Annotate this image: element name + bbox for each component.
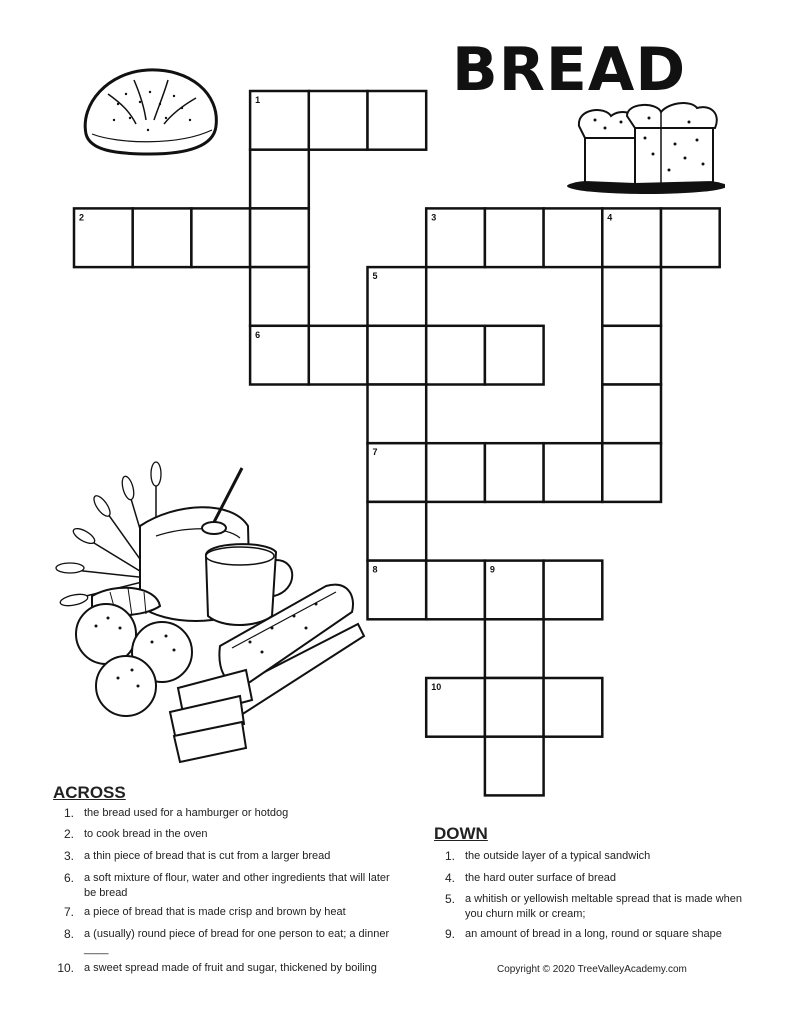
- grid-number: 6: [255, 329, 261, 340]
- grid-number: 7: [372, 447, 378, 458]
- across-heading: ACROSS: [53, 783, 126, 802]
- grid-number: 10: [431, 682, 442, 692]
- grid-cell[interactable]: [426, 443, 485, 502]
- clue-text: the bread used for a hamburger or hotdog: [84, 807, 289, 819]
- page-title: BREAD: [452, 35, 687, 105]
- grid-cell[interactable]: [191, 208, 250, 267]
- sliced-loaf-illustration: [565, 98, 725, 196]
- grid-cell[interactable]: [485, 208, 544, 267]
- grid-cell[interactable]: [485, 737, 544, 796]
- down-heading: DOWN: [434, 824, 488, 843]
- grid-cell[interactable]: [309, 91, 368, 150]
- grid-cell[interactable]: [250, 267, 309, 326]
- grid-cell[interactable]: [602, 385, 661, 444]
- grid-number: 9: [489, 564, 495, 575]
- grid-cell[interactable]: [544, 443, 603, 502]
- grid-cell[interactable]: [485, 443, 544, 502]
- round-bread-illustration: [78, 64, 224, 158]
- grid-cell[interactable]: [602, 443, 661, 502]
- clue-number: 1.: [444, 849, 455, 863]
- grid-number: 4: [607, 212, 613, 223]
- grid-number: 8: [372, 564, 378, 575]
- grid-cell[interactable]: [133, 208, 192, 267]
- grid-cell[interactable]: [544, 561, 603, 620]
- grid-cell[interactable]: [544, 208, 603, 267]
- clue-number: 1.: [63, 806, 74, 820]
- clue-number: 3.: [63, 849, 74, 863]
- clue-text: a thin piece of bread that is cut from a larger bread: [84, 850, 331, 862]
- grid-cell[interactable]: [426, 561, 485, 620]
- clue-number: 2.: [63, 827, 74, 841]
- grid-cell[interactable]: [368, 91, 427, 150]
- clue-number: 10.: [57, 961, 74, 975]
- grid-cell[interactable]: [368, 385, 427, 444]
- grid-cell[interactable]: [602, 326, 661, 385]
- clue-number: 5.: [444, 892, 455, 906]
- clue-text: a soft mixture of flour, water and other ingredients that will later be bread: [84, 872, 390, 899]
- grid-cell[interactable]: [485, 326, 544, 385]
- clue-text: to cook bread in the oven: [84, 828, 208, 840]
- grid-cell[interactable]: [309, 326, 368, 385]
- grid-cell[interactable]: [602, 267, 661, 326]
- grid-cell[interactable]: [426, 326, 485, 385]
- grid-cell[interactable]: [250, 208, 309, 267]
- grid-cell[interactable]: [485, 619, 544, 678]
- grid-number: 3: [431, 212, 437, 223]
- clue-number: 8.: [63, 927, 74, 941]
- clue-number: 6.: [63, 871, 74, 885]
- clue-number: 4.: [444, 871, 455, 885]
- clue-text: the outside layer of a typical sandwich: [465, 850, 651, 862]
- grid-number: 2: [79, 212, 85, 223]
- clue-text: a piece of bread that is made crisp and brown by heat: [84, 906, 346, 918]
- grid-cell[interactable]: [485, 678, 544, 737]
- clue-text: a (usually) round piece of bread for one person to eat; a dinner ____: [84, 928, 390, 955]
- clue-text: a sweet spread made of fruit and sugar, thickened by boiling: [84, 962, 377, 974]
- grid-cell[interactable]: [250, 150, 309, 209]
- clue-text: a whitish or yellowish meltable spread that is made when you churn milk or cream;: [465, 893, 742, 920]
- copyright-notice: Copyright © 2020 TreeValleyAcademy.com: [497, 964, 687, 975]
- grid-number: 1: [255, 95, 261, 105]
- clue-number: 7.: [63, 905, 74, 919]
- clue-number: 9.: [444, 927, 455, 941]
- clue-text: the hard outer surface of bread: [465, 872, 617, 884]
- grid-cell[interactable]: [368, 502, 427, 561]
- clue-text: an amount of bread in a long, round or square shape: [465, 928, 722, 940]
- grid-cell[interactable]: [368, 326, 427, 385]
- bakery-still-life-illustration: [36, 456, 366, 768]
- grid-number: 5: [372, 271, 378, 282]
- grid-cell[interactable]: [661, 208, 720, 267]
- grid-cell[interactable]: [544, 678, 603, 737]
